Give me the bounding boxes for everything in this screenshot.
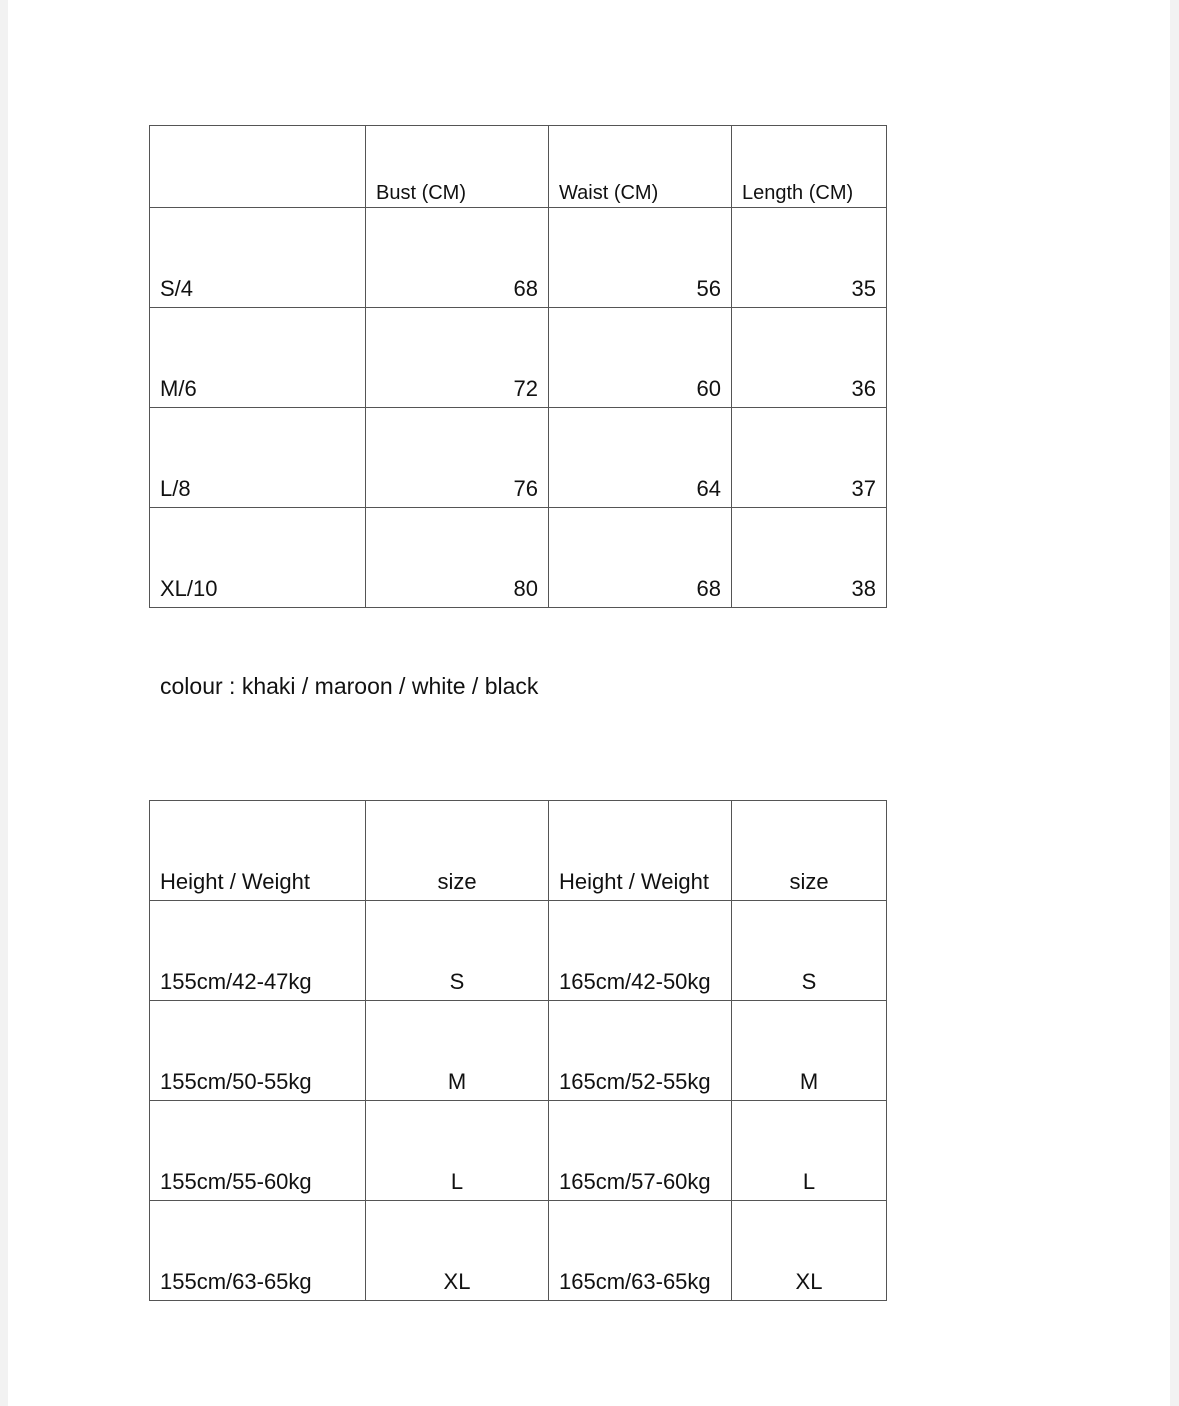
bust-cell: 76 [366,408,549,508]
header-cell-size: size [366,801,549,901]
waist-cell: 56 [549,208,732,308]
header-cell-size-2: size [732,801,887,901]
table-row [150,901,887,1001]
length-cell: 36 [732,308,887,408]
table-header-row [150,801,887,901]
size-cell-2: L [732,1101,887,1201]
size-cell-2: XL [732,1201,887,1301]
table-header-row [150,126,887,208]
header-cell-waist: Waist (CM) [549,126,732,208]
bust-cell: 72 [366,308,549,408]
size-cell: S [366,901,549,1001]
header-cell-empty [150,126,366,208]
colour-options-text: colour : khaki / maroon / white / black [160,673,539,699]
height-weight-cell: 155cm/50-55kg [150,1001,366,1101]
length-cell: 35 [732,208,887,308]
size-cell: M/6 [150,308,366,408]
table-row [150,208,887,308]
size-cell-2: M [732,1001,887,1101]
height-weight-cell-2: 165cm/57-60kg [549,1101,732,1201]
size-cell: XL/10 [150,508,366,608]
table-row [150,308,887,408]
height-weight-cell-2: 165cm/42-50kg [549,901,732,1001]
waist-cell: 64 [549,408,732,508]
height-weight-cell-2: 165cm/52-55kg [549,1001,732,1101]
height-weight-cell: 155cm/63-65kg [150,1201,366,1301]
size-cell: S/4 [150,208,366,308]
table-row [150,1101,887,1201]
size-cell: M [366,1001,549,1101]
size-cell: L/8 [150,408,366,508]
bust-cell: 80 [366,508,549,608]
header-cell-length: Length (CM) [732,126,887,208]
measurements-table [149,125,887,608]
height-weight-cell: 155cm/42-47kg [150,901,366,1001]
bust-cell: 68 [366,208,549,308]
table-row [150,508,887,608]
size-cell: XL [366,1201,549,1301]
waist-cell: 68 [549,508,732,608]
header-cell-height-weight-2: Height / Weight [549,801,732,901]
waist-cell: 60 [549,308,732,408]
table-row [150,1001,887,1101]
table-row [150,408,887,508]
height-weight-cell-2: 165cm/63-65kg [549,1201,732,1301]
table-row [150,1201,887,1301]
length-cell: 37 [732,408,887,508]
size-cell-2: S [732,901,887,1001]
fit-guide-table [149,800,887,1301]
size-cell: L [366,1101,549,1201]
height-weight-cell: 155cm/55-60kg [150,1101,366,1201]
header-cell-bust: Bust (CM) [366,126,549,208]
header-cell-height-weight: Height / Weight [150,801,366,901]
length-cell: 38 [732,508,887,608]
